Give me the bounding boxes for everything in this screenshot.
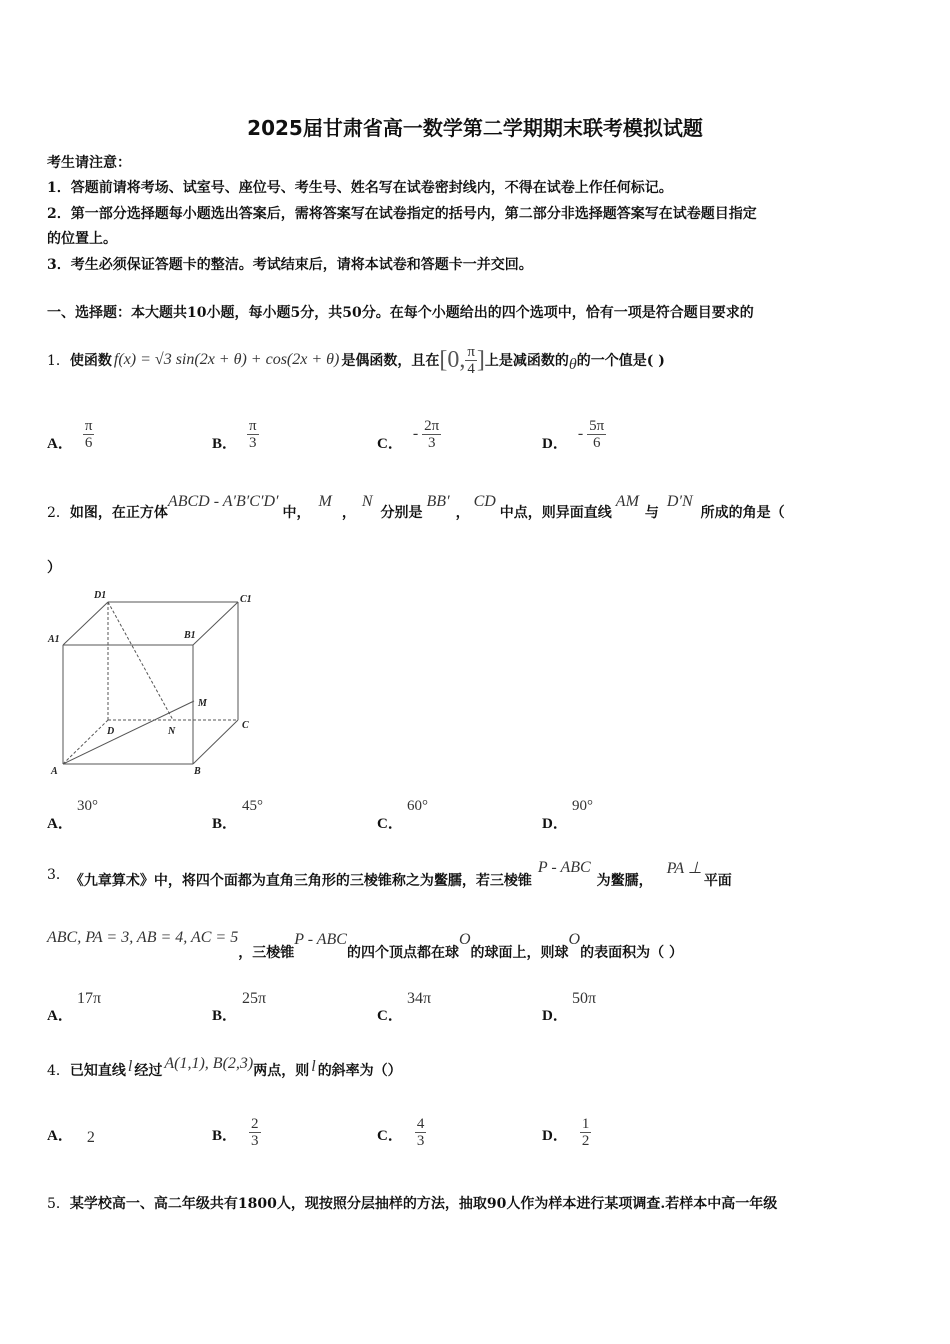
section-heading: 一、选择题：本大题共10小题，每小题5分，共50分。在每个小题给出的四个选项中，恰有一项是符合题目要求的	[47, 305, 754, 321]
label-d1: D1	[94, 590, 107, 601]
question-2-paren: ）	[47, 560, 61, 576]
option-b[interactable]: B． $\frac{\pi}{3}$	[212, 417, 257, 452]
question-4: 4． 已知直线 l 经过 A(1,1), B(2,3) 两点，则 l 的斜率为（）	[47, 1055, 402, 1079]
edge-bc	[193, 720, 238, 764]
question-text: 的一个值是( )	[576, 353, 665, 369]
option-d[interactable]: D． - $\frac{5\pi}{6}$	[542, 417, 605, 452]
line-d1n	[108, 602, 173, 720]
label-a: A	[51, 766, 58, 777]
notice-item: 3．考生必须保证答题卡的整洁。考试结束后，请将本试卷和答题卡一并交回。	[47, 257, 533, 273]
theta-symbol: θ	[568, 356, 577, 373]
label-b1: B1	[184, 630, 196, 641]
question-text: 上是减函数的	[484, 353, 569, 369]
label-c: C	[242, 720, 249, 731]
interval-fraction: $\frac{\pi}{4}$	[467, 343, 475, 377]
question-text: 使函数	[69, 353, 112, 369]
question-5: 5． 某学校高一、高二年级共有1800人，现按照分层抽样的方法，抽取90人作为样本进行某项调查.若样本中高一年级	[47, 1196, 778, 1212]
function-formula: f(x) = √3 sin(2x + θ) + cos(2x + θ)	[113, 351, 340, 368]
edge-a1d1	[63, 602, 108, 645]
question-number: 1．	[47, 353, 70, 369]
option-d[interactable]: D． $\frac{1}{2}$	[542, 1115, 590, 1149]
question-2: 2． 如图，在正方体 ABCD - A′B′C′D′ 中， M ， N 分别是 BB′ ， CD 中点，则异面直线 AM 与 D′N 所成的角是（	[47, 493, 785, 521]
edge-ad	[63, 720, 108, 764]
question-3-line2: ABC, PA = 3, AB = 4, AC = 5 ，三棱锥 P - ABC 的四个顶点都在球 O 的球面上，则球 O 的表面积为（ ）	[47, 929, 683, 961]
option-a[interactable]: A． 2	[47, 1127, 95, 1146]
question-3: 3． 《九章算术》中，将四个面都为直角三角形的三棱锥称之为鳖臑，若三棱锥 P - ABC 为鳖臑， PA ⊥ 平面	[47, 859, 732, 889]
label-d: D	[107, 726, 115, 737]
label-m: M	[198, 698, 207, 709]
notice-item: 1．答题前请将考场、试室号、座位号、考生号、姓名写在试卷密封线内，不得在试卷上作任何标记。	[47, 180, 673, 196]
cube-name: ABCD - A′B′C′D′	[167, 493, 279, 510]
cube-figure	[44, 588, 264, 778]
notice-item: 2．第一部分选择题每小题选出答案后，需将答案写在试卷指定的括号内，第二部分非选择题答案写在试卷题目指定	[47, 206, 757, 222]
option-c[interactable]: C． $\frac{4}{3}$	[377, 1115, 425, 1149]
option-c[interactable]: C． - $\frac{2\pi}{3}$	[377, 417, 440, 452]
interval-bracket-left: [0,	[439, 346, 466, 373]
label-c1: C1	[240, 594, 252, 605]
label-n: N	[168, 726, 176, 737]
page-title: 2025届甘肃省高一数学第二学期期末联考模拟试题	[247, 116, 703, 140]
notice-heading: 考生请注意：	[47, 155, 131, 171]
option-a[interactable]: A． $\frac{\pi}{6}$	[47, 417, 93, 452]
label-b: B	[194, 766, 201, 777]
edge-b1c1	[193, 602, 238, 645]
label-a1: A1	[48, 634, 60, 645]
interval-bracket-right: ]	[476, 346, 485, 373]
option-b[interactable]: B． $\frac{2}{3}$	[212, 1115, 259, 1149]
question-1	[47, 337, 665, 383]
question-text: 是偶函数，且在	[341, 353, 440, 369]
notice-item: 的位置上。	[47, 231, 117, 247]
